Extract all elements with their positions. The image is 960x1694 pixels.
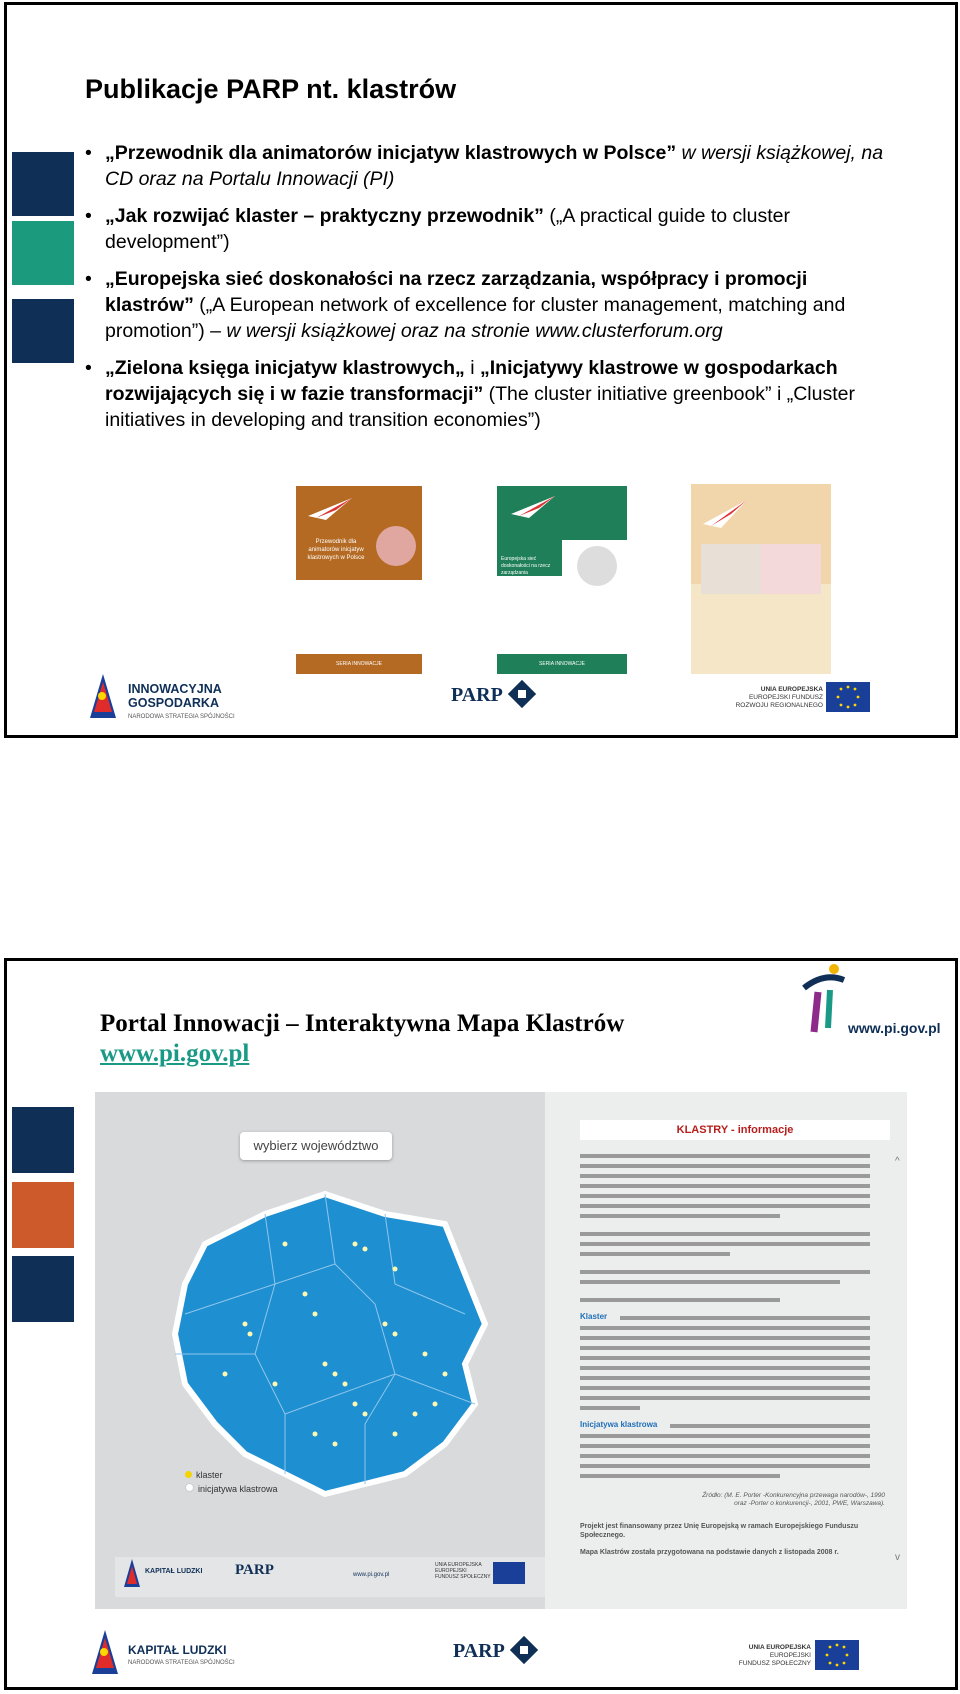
book-cover-siec (497, 486, 627, 674)
cover-footer: SERIA INNOWACJE (296, 654, 422, 674)
parp-logo: PARP (451, 684, 503, 706)
poland-map[interactable] (165, 1174, 505, 1504)
innowacyjna-gospodarka-logo-icon (88, 672, 118, 720)
legend-cluster: klaster (196, 1470, 223, 1480)
eu-logo-text: UNIA EUROPEJSKA EUROPEJSKI FUNDUSZ ROZWOJU REGIONALNEGO (735, 686, 823, 709)
deco-block-navy (12, 299, 74, 363)
select-voivodeship-button[interactable]: wybierz województwo (240, 1132, 392, 1160)
slide-2-title-block (100, 1010, 624, 1068)
info-footer-funding: Projekt jest finansowany przez Unię Europejską w ramach Europejskiego Funduszu Społecznego. (580, 1523, 859, 1539)
pi-portal-logo-icon (800, 962, 848, 1038)
plane-logo-icon (509, 492, 559, 522)
cover-footer: SERIA INNOWACJE (497, 654, 627, 674)
portal-link[interactable]: www.pi.gov.pl (100, 1040, 250, 1067)
book-cover-zielona (691, 484, 831, 674)
pi-portal-logo-text: www.pi.gov.pl (848, 1020, 941, 1036)
eu-flag-icon (826, 682, 870, 712)
parp-emblem-icon (508, 680, 536, 708)
kapital-ludzki-logo-icon (123, 1558, 141, 1588)
list-item: • „Europejska sieć doskonałości na rzecz zarządzania, współpracy i promocji klastrów” („A European network of excellence for cluster management, matching and promotion”) – w wersji książkowej oraz na stronie www.clusterforum.org (85, 266, 885, 344)
book-cover-przewodnik (296, 486, 422, 674)
slide-2-title: Portal Innowacji – Interaktywna Mapa Klastrów (100, 1010, 625, 1037)
info-source: Źródło: (M. E. Porter -Konkurencyjna przewaga narodów-, 1990 oraz -Porter o konkurencji-, 2001, PWE, Warszawa). (702, 1492, 885, 1507)
deco-block-navy (12, 1107, 74, 1173)
eu-flag-icon (815, 1640, 859, 1670)
kapital-ludzki-logo-text: KAPITAŁ LUDZKI NARODOWA STRATEGIA SPÓJNOŚCI (128, 1643, 235, 1666)
deco-block-navy (12, 152, 74, 216)
scroll-up-icon[interactable]: ^ (895, 1156, 900, 1167)
list-item: • „Zielona księga inicjatyw klastrowych„ i „Inicjatywy klastrowe w gospodarkach rozwijających się i w fazie transformacji” (The cluster initiative greenbook” i „Cluster initiatives in developing and transition economies”) (85, 355, 885, 433)
info-footer-data-date: Mapa Klastrów została przygotowana na podstawie danych z listopada 2008 r. (580, 1549, 839, 1556)
kapital-ludzki-logo-icon (90, 1628, 120, 1676)
inner-parp-text: PARP (235, 1562, 274, 1578)
publication-list (85, 140, 885, 444)
parp-emblem-icon (510, 1636, 538, 1664)
info-panel-header: KLASTRY - informacje (580, 1120, 890, 1140)
slide-1-title: Publikacje PARP nt. klastrów (85, 74, 457, 104)
list-item: • „Przewodnik dla animatorów inicjatyw klastrowych w Polsce” w wersji książkowej, na CD oraz na Portalu Innowacji (PI) (85, 140, 885, 192)
plane-logo-icon (701, 494, 751, 534)
info-panel-text-lines (580, 1154, 870, 1484)
cluster-map-screenshot (95, 1092, 907, 1609)
innowacyjna-logo-text: INNOWACYJNA GOSPODARKA NARODOWA STRATEGIA SPÓJNOŚCI (128, 682, 235, 720)
scroll-down-icon[interactable]: v (895, 1552, 900, 1563)
inner-eu-text: UNIA EUROPEJSKA EUROPEJSKI FUNDUSZ SPOŁECZNY (435, 1562, 491, 1580)
list-item: • „Jak rozwijać klaster – praktyczny przewodnik” („A practical guide to cluster development”) (85, 203, 885, 255)
plane-logo-icon (306, 494, 356, 524)
eu-efs-logo-text: UNIA EUROPEJSKA EUROPEJSKI FUNDUSZ SPOŁECZNY (738, 1644, 811, 1667)
deco-block-teal (12, 221, 74, 285)
deco-block-orange (12, 1182, 74, 1248)
deco-block-navy (12, 1256, 74, 1322)
inner-eu-flag-icon (493, 1562, 525, 1584)
info-term-initiative: Inicjatywa klastrowa (580, 1420, 660, 1429)
info-term-cluster: Klaster (580, 1312, 610, 1321)
inner-pi-text: www.pi.gov.pl (353, 1572, 390, 1578)
map-legend (185, 1468, 278, 1496)
cover-title: Przewodnik dla animatorów inicjatyw klastrowych w Polsce (307, 539, 365, 561)
parp-logo: PARP (453, 1640, 505, 1662)
inner-kapital-ludzki-text: KAPITAŁ LUDZKI (145, 1568, 203, 1575)
cover-title: Europejska sieć doskonałości na rzecz zarządzania (501, 556, 551, 576)
legend-initiative: inicjatywa klastrowa (198, 1484, 278, 1494)
